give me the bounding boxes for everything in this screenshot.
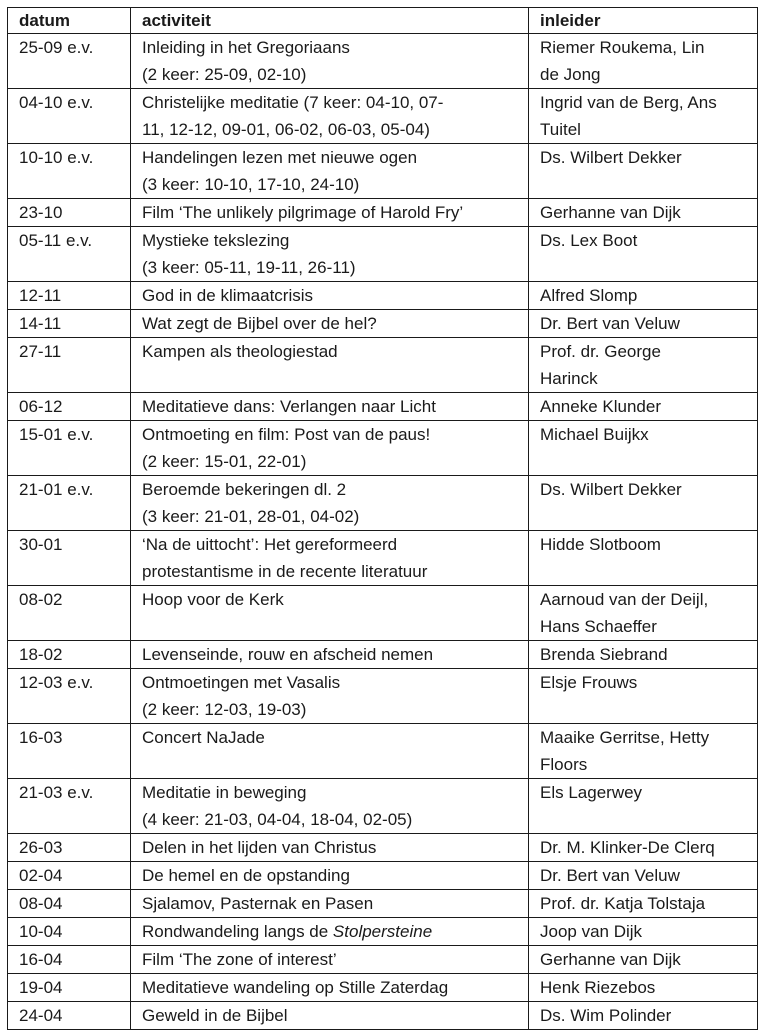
table-row: [8, 918, 758, 946]
cell-inleider: [529, 918, 758, 946]
activiteit-line-text: Film ‘The zone of interest’: [142, 950, 337, 969]
activiteit-line-text: Kampen als theologiestad: [142, 342, 338, 361]
datum-text: 24-04: [19, 1006, 63, 1025]
cell-activiteit: [131, 586, 529, 641]
inleider-line: Dr. M. Klinker-De Clerq: [540, 838, 715, 857]
activiteit-line-text: Hoop voor de Kerk: [142, 590, 284, 609]
cell-datum: [8, 946, 131, 974]
inleider-line: Anneke Klunder: [540, 397, 661, 416]
activiteit-italic-text: Stolpersteine: [332, 922, 433, 941]
activiteit-line: [142, 696, 524, 723]
cell-inleider: [529, 393, 758, 421]
cell-activiteit: [131, 862, 529, 890]
inleider-line: Brenda Siebrand: [540, 645, 668, 664]
activiteit-line: [142, 531, 524, 558]
datum-text: 15-01 e.v.: [19, 425, 94, 444]
cell-activiteit: [131, 282, 529, 310]
table-row: [8, 1002, 758, 1030]
cell-datum: [8, 779, 131, 834]
activiteit-line-text: Ontmoetingen met Vasalis: [142, 673, 341, 692]
inleider-line: Joop van Dijk: [540, 922, 643, 941]
activiteit-line: [142, 862, 524, 889]
cell-inleider: [529, 669, 758, 724]
table-row: [8, 144, 758, 199]
activiteit-line-text: (3 keer: 05-11, 19-11, 26-11): [142, 258, 356, 277]
activiteit-line: [142, 476, 524, 503]
activiteit-line-text: (3 keer: 21-01, 28-01, 04-02): [142, 507, 360, 526]
cell-inleider: [529, 834, 758, 862]
activiteit-line: [142, 171, 524, 198]
cell-activiteit: [131, 310, 529, 338]
datum-text: 12-11: [19, 286, 62, 305]
cell-activiteit: [131, 227, 529, 282]
datum-text: 08-04: [19, 894, 63, 913]
inleider-line: Hans Schaeffer: [540, 617, 657, 636]
cell-inleider: [529, 199, 758, 227]
cell-datum: [8, 227, 131, 282]
datum-text: 25-09 e.v.: [19, 38, 94, 57]
table-row: [8, 89, 758, 144]
cell-datum: [8, 476, 131, 531]
activiteit-line: [142, 834, 524, 861]
cell-datum: [8, 862, 131, 890]
activiteit-line: [142, 393, 524, 420]
cell-activiteit: [131, 974, 529, 1002]
inleider-line: Maaike Gerritse, Hetty: [540, 728, 710, 747]
activiteit-line-text: Christelijke meditatie (7 keer: 04-10, 07-: [142, 93, 444, 112]
inleider-line: Gerhanne van Dijk: [540, 950, 681, 969]
activiteit-line: [142, 641, 524, 668]
table-row: [8, 34, 758, 89]
cell-inleider: [529, 862, 758, 890]
inleider-line: Prof. dr. Katja Tolstaja: [540, 894, 706, 913]
cell-inleider: [529, 641, 758, 669]
datum-text: 23-10: [19, 203, 63, 222]
activiteit-line-text: Sjalamov, Pasternak en Pasen: [142, 894, 374, 913]
table-row: [8, 531, 758, 586]
datum-text: 04-10 e.v.: [19, 93, 94, 112]
cell-inleider: [529, 946, 758, 974]
cell-datum: [8, 974, 131, 1002]
table-header-row: [8, 8, 758, 34]
inleider-line: Riemer Roukema, Lin: [540, 38, 705, 57]
table-body: [8, 34, 758, 1030]
activiteit-line: [142, 227, 524, 254]
datum-text: 19-04: [19, 978, 63, 997]
inleider-line: Ds. Wim Polinder: [540, 1006, 672, 1025]
activiteit-line-text: Meditatieve wandeling op Stille Zaterdag: [142, 978, 449, 997]
cell-activiteit: [131, 199, 529, 227]
datum-text: 30-01: [19, 535, 63, 554]
cell-inleider: [529, 421, 758, 476]
inleider-line: Hidde Slotboom: [540, 535, 661, 554]
activiteit-line-text: (4 keer: 21-03, 04-04, 18-04, 02-05): [142, 810, 413, 829]
table-row: [8, 199, 758, 227]
program-table: [7, 7, 758, 1030]
cell-activiteit: [131, 724, 529, 779]
inleider-line: Dr. Bert van Veluw: [540, 866, 680, 885]
datum-text: 18-02: [19, 645, 63, 664]
header-inleider: inleider: [529, 8, 758, 34]
inleider-line: Henk Riezebos: [540, 978, 656, 997]
cell-activiteit: [131, 421, 529, 476]
table-row: [8, 724, 758, 779]
activiteit-line-text: God in de klimaatcrisis: [142, 286, 314, 305]
table-row: [8, 862, 758, 890]
activiteit-line: [142, 34, 524, 61]
activiteit-line: [142, 282, 524, 309]
activiteit-line-text: Concert NaJade: [142, 728, 265, 747]
datum-text: 27-11: [19, 342, 62, 361]
activiteit-line: [142, 503, 524, 530]
cell-inleider: [529, 531, 758, 586]
inleider-line: Alfred Slomp: [540, 286, 638, 305]
activiteit-line-text: (2 keer: 12-03, 19-03): [142, 700, 307, 719]
cell-datum: [8, 338, 131, 393]
inleider-line: Dr. Bert van Veluw: [540, 314, 680, 333]
cell-datum: [8, 199, 131, 227]
activiteit-line-text: (2 keer: 25-09, 02-10): [142, 65, 307, 84]
cell-datum: [8, 34, 131, 89]
table-row: [8, 586, 758, 641]
activiteit-line-text: Beroemde bekeringen dl. 2: [142, 480, 347, 499]
cell-activiteit: [131, 1002, 529, 1030]
table-row: [8, 890, 758, 918]
cell-activiteit: [131, 669, 529, 724]
activiteit-line-text: De hemel en de opstanding: [142, 866, 350, 885]
activiteit-line-text: Rondwandeling langs de: [142, 922, 333, 941]
activiteit-line: [142, 724, 524, 751]
activiteit-line: [142, 421, 524, 448]
inleider-line: Gerhanne van Dijk: [540, 203, 681, 222]
activiteit-line-text: Ontmoeting en film: Post van de paus!: [142, 425, 431, 444]
activiteit-line: [142, 116, 524, 143]
datum-text: 06-12: [19, 397, 63, 416]
table-row: [8, 946, 758, 974]
cell-activiteit: [131, 34, 529, 89]
table-row: [8, 421, 758, 476]
cell-inleider: [529, 890, 758, 918]
cell-datum: [8, 724, 131, 779]
inleider-line: Els Lagerwey: [540, 783, 643, 802]
inleider-line: Tuitel: [540, 120, 581, 139]
cell-activiteit: [131, 531, 529, 586]
cell-datum: [8, 890, 131, 918]
cell-datum: [8, 641, 131, 669]
inleider-line: de Jong: [540, 65, 601, 84]
table-row: [8, 338, 758, 393]
activiteit-line-text: Geweld in de Bijbel: [142, 1006, 288, 1025]
activiteit-line-text: Levenseinde, rouw en afscheid nemen: [142, 645, 434, 664]
cell-activiteit: [131, 393, 529, 421]
cell-activiteit: [131, 779, 529, 834]
table-row: [8, 669, 758, 724]
cell-inleider: [529, 779, 758, 834]
cell-activiteit: [131, 144, 529, 199]
datum-text: 16-04: [19, 950, 63, 969]
cell-inleider: [529, 724, 758, 779]
activiteit-line-text: protestantisme in de recente literatuur: [142, 562, 428, 581]
cell-datum: [8, 586, 131, 641]
cell-inleider: [529, 89, 758, 144]
activiteit-line: [142, 918, 524, 945]
datum-text: 16-03: [19, 728, 63, 747]
inleider-line: Harinck: [540, 369, 598, 388]
inleider-line: Prof. dr. George: [540, 342, 661, 361]
activiteit-line-text: 11, 12-12, 09-01, 06-02, 06-03, 05-04): [142, 120, 430, 139]
activiteit-line-text: Mystieke tekslezing: [142, 231, 290, 250]
activiteit-line: [142, 1002, 524, 1029]
cell-datum: [8, 669, 131, 724]
activiteit-line-text: Inleiding in het Gregoriaans: [142, 38, 350, 57]
datum-text: 05-11 e.v.: [19, 231, 93, 250]
activiteit-line-text: (3 keer: 10-10, 17-10, 24-10): [142, 175, 360, 194]
table-row: [8, 282, 758, 310]
inleider-line: Ds. Wilbert Dekker: [540, 480, 682, 499]
table-row: [8, 641, 758, 669]
activiteit-line: [142, 254, 524, 281]
activiteit-line: [142, 806, 524, 833]
table-row: [8, 393, 758, 421]
cell-activiteit: [131, 946, 529, 974]
datum-text: 10-10 e.v.: [19, 148, 94, 167]
inleider-line: Ds. Wilbert Dekker: [540, 148, 682, 167]
inleider-line: Aarnoud van der Deijl,: [540, 590, 709, 609]
cell-inleider: [529, 144, 758, 199]
table-row: [8, 779, 758, 834]
cell-inleider: [529, 476, 758, 531]
activiteit-line: [142, 448, 524, 475]
cell-inleider: [529, 34, 758, 89]
cell-inleider: [529, 974, 758, 1002]
activiteit-line: [142, 199, 524, 226]
cell-datum: [8, 834, 131, 862]
activiteit-line-text: Meditatie in beweging: [142, 783, 307, 802]
cell-datum: [8, 531, 131, 586]
cell-datum: [8, 282, 131, 310]
cell-activiteit: [131, 89, 529, 144]
cell-activiteit: [131, 918, 529, 946]
cell-inleider: [529, 310, 758, 338]
activiteit-line: [142, 310, 524, 337]
activiteit-line: [142, 89, 524, 116]
activiteit-line-text: Wat zegt de Bijbel over de hel?: [142, 314, 377, 333]
activiteit-line: [142, 946, 524, 973]
table-row: [8, 834, 758, 862]
activiteit-line: [142, 669, 524, 696]
cell-datum: [8, 144, 131, 199]
cell-inleider: [529, 338, 758, 393]
inleider-line: Ds. Lex Boot: [540, 231, 638, 250]
cell-datum: [8, 918, 131, 946]
cell-activiteit: [131, 476, 529, 531]
program-table-wrapper: [7, 7, 757, 1030]
cell-datum: [8, 421, 131, 476]
activiteit-line-text: Meditatieve dans: Verlangen naar Licht: [142, 397, 436, 416]
datum-text: 26-03: [19, 838, 63, 857]
cell-activiteit: [131, 338, 529, 393]
activiteit-line: [142, 338, 524, 365]
cell-inleider: [529, 227, 758, 282]
activiteit-line-text: Handelingen lezen met nieuwe ogen: [142, 148, 418, 167]
activiteit-line: [142, 558, 524, 585]
activiteit-line: [142, 779, 524, 806]
datum-text: 21-01 e.v.: [19, 480, 94, 499]
cell-datum: [8, 89, 131, 144]
activiteit-line-text: ‘Na de uittocht’: Het gereformeerd: [142, 535, 398, 554]
cell-datum: [8, 310, 131, 338]
inleider-line: Ingrid van de Berg, Ans: [540, 93, 717, 112]
activiteit-line: [142, 890, 524, 917]
activiteit-line: [142, 61, 524, 88]
cell-datum: [8, 393, 131, 421]
inleider-line: Michael Buijkx: [540, 425, 649, 444]
table-row: [8, 310, 758, 338]
cell-inleider: [529, 1002, 758, 1030]
activiteit-line-text: Delen in het lijden van Christus: [142, 838, 377, 857]
table-row: [8, 476, 758, 531]
table-row: [8, 974, 758, 1002]
activiteit-line-text: (2 keer: 15-01, 22-01): [142, 452, 307, 471]
cell-inleider: [529, 282, 758, 310]
activiteit-line: [142, 144, 524, 171]
datum-text: 10-04: [19, 922, 63, 941]
inleider-line: Elsje Frouws: [540, 673, 638, 692]
header-activiteit: activiteit: [131, 8, 529, 34]
cell-inleider: [529, 586, 758, 641]
cell-datum: [8, 1002, 131, 1030]
datum-text: 02-04: [19, 866, 63, 885]
activiteit-line: [142, 974, 524, 1001]
table-row: [8, 227, 758, 282]
inleider-line: Floors: [540, 755, 588, 774]
datum-text: 12-03 e.v.: [19, 673, 94, 692]
cell-activiteit: [131, 641, 529, 669]
header-datum: datum: [8, 8, 131, 34]
activiteit-line-text: Film ‘The unlikely pilgrimage of Harold Fry’: [142, 203, 464, 222]
cell-activiteit: [131, 890, 529, 918]
activiteit-line: [142, 586, 524, 613]
cell-activiteit: [131, 834, 529, 862]
datum-text: 21-03 e.v.: [19, 783, 94, 802]
datum-text: 14-11: [19, 314, 62, 333]
datum-text: 08-02: [19, 590, 63, 609]
